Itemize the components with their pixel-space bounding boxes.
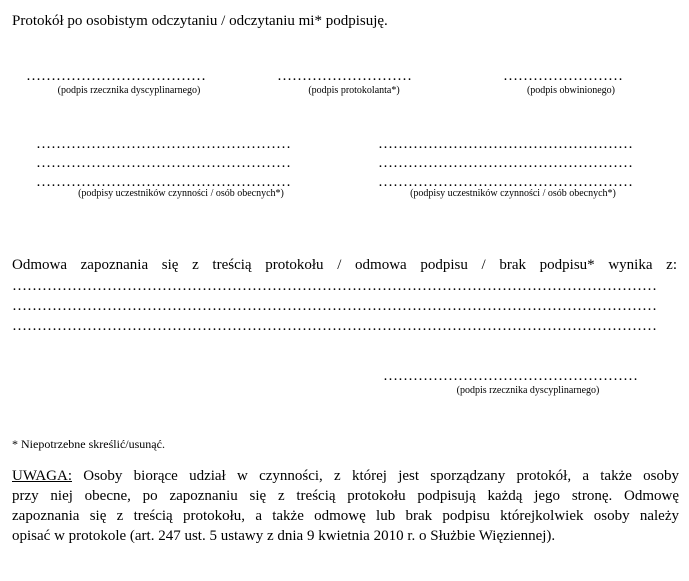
refusal-reason-line[interactable]: ………………………………………………………………………………………………………………… xyxy=(12,298,657,314)
footnote: * Niepotrzebne skreślić/usunąć. xyxy=(12,437,165,451)
note-paragraph xyxy=(12,466,679,546)
label-recorder: (podpis protokolanta*) xyxy=(308,85,400,96)
label-participants-left: (podpisy uczestników czynności / osób obecnych*) xyxy=(78,188,284,199)
note-line-1 xyxy=(12,466,679,486)
signature-line-final-disciplinary-officer[interactable]: …………………………………………… xyxy=(383,368,638,384)
note-line-3: zapoznania się z treścią protokołu, a także odmowę lub brak podpisu którejkolwiek osoby należy xyxy=(12,508,679,524)
label-disciplinary-officer: (podpis rzecznika dyscyplinarnego) xyxy=(57,85,201,96)
signature-line-recorder[interactable]: ……………………… xyxy=(277,68,412,84)
label-accused: (podpis obwinionego) xyxy=(526,85,616,96)
participants-signature-line[interactable]: …………………………………………… xyxy=(36,174,291,190)
label-final-disciplinary-officer: (podpis rzecznika dyscyplinarnego) xyxy=(456,385,600,396)
refusal-reason-line[interactable]: ………………………………………………………………………………………………………………… xyxy=(12,318,657,334)
note-label: UWAGA: xyxy=(12,468,72,484)
signature-line-accused[interactable]: …………………… xyxy=(503,68,623,84)
participants-signature-line[interactable]: …………………………………………… xyxy=(36,136,291,152)
note-line-4: opisać w protokole (art. 247 ust. 5 ustawy z dnia 9 kwietnia 2010 r. o Służbie Więziennej). xyxy=(12,528,556,544)
participants-signature-line[interactable]: …………………………………………… xyxy=(378,155,633,171)
participants-signature-line[interactable]: …………………………………………… xyxy=(378,174,633,190)
note-line-2: przy niej obecne, po zapoznaniu się z treścią protokołu podpisują każdą jego stronę. Odmowę xyxy=(12,488,679,504)
signature-line-disciplinary-officer[interactable]: ……………………………… xyxy=(26,68,206,84)
refusal-reason-line[interactable]: ………………………………………………………………………………………………………………… xyxy=(12,278,657,294)
refusal-statement: Odmowa zapoznania się z treścią protokołu / odmowa podpisu / brak podpisu* wynika z: xyxy=(12,257,677,273)
note-text: Osoby biorące udział w czynności, z której jest sporządzany protokół, a także osoby xyxy=(72,468,679,484)
label-participants-right: (podpisy uczestników czynności / osób obecnych*) xyxy=(410,188,616,199)
participants-signature-line[interactable]: …………………………………………… xyxy=(378,136,633,152)
participants-signature-line[interactable]: …………………………………………… xyxy=(36,155,291,171)
signature-statement: Protokół po osobistym odczytaniu / odczytaniu mi* podpisuję. xyxy=(12,13,388,29)
